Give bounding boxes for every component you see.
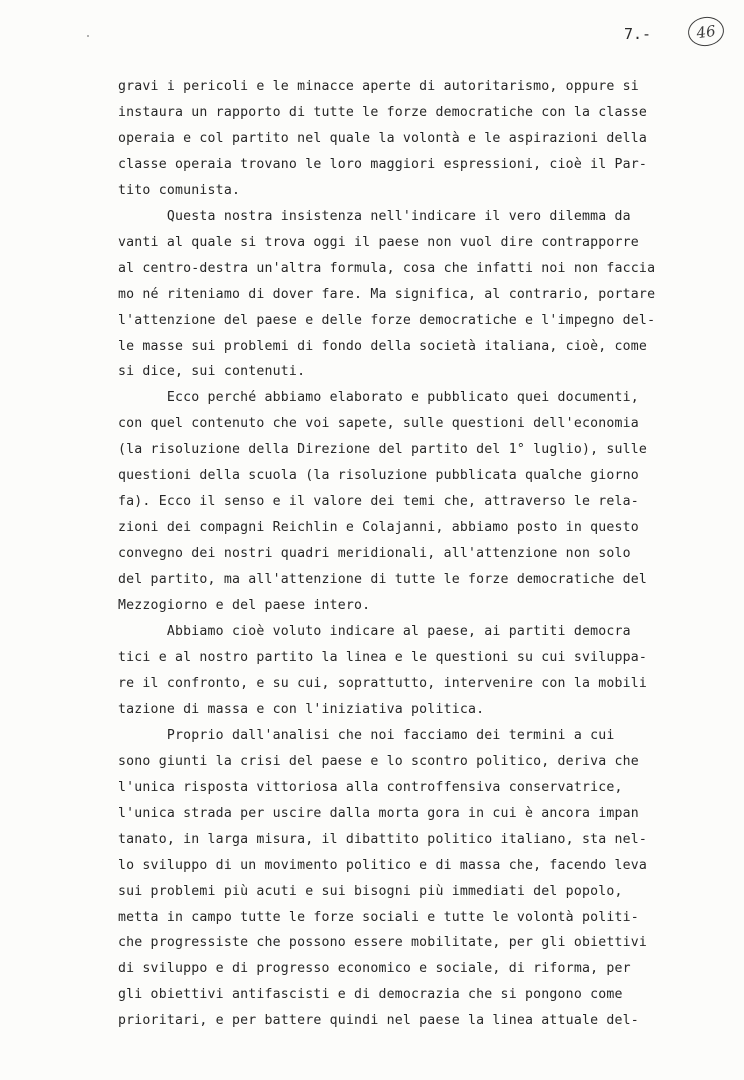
text-line: Ecco perché abbiamo elaborato e pubblicato quei documenti, (118, 390, 639, 406)
text-line: tazione di massa e con l'iniziativa politica. (118, 701, 485, 717)
text-line: fa). Ecco il senso e il valore dei temi che, attraverso le rela- (118, 494, 639, 510)
text-line: le masse sui problemi di fondo della società italiana, cioè, come (118, 338, 648, 354)
text-line: instaura un rapporto di tutte le forze democratiche con la classe (118, 104, 648, 120)
text-line: questioni della scuola (la risoluzione pubblicata qualche giorno (118, 468, 639, 484)
text-line: Mezzogiorno e del paese intero. (118, 598, 371, 614)
text-line: sui problemi più acuti e sui bisogni più immediati del popolo, (118, 883, 623, 899)
text-line: l'unica strada per uscire dalla morta gora in cui è ancora impan (118, 805, 639, 821)
text-line: Questa nostra insistenza nell'indicare il vero dilemma da (118, 208, 631, 224)
text-line: gli obiettivi antifascisti e di democrazia che si pongono come (118, 987, 623, 1003)
text-line: prioritari, e per battere quindi nel paese la linea attuale del- (118, 1013, 639, 1029)
text-line: l'unica risposta vittoriosa alla controffensiva conservatrice, (118, 779, 623, 795)
text-line: Abbiamo cioè voluto indicare al paese, ai partiti democra (118, 624, 631, 640)
text-line: che progressiste che possono essere mobilitate, per gli obiettivi (118, 935, 648, 951)
text-line: mo né riteniamo di dover fare. Ma significa, al contrario, portare (118, 286, 656, 302)
text-line: al centro-destra un'altra formula, cosa che infatti noi non faccia (118, 260, 656, 276)
text-line: si dice, sui contenuti. (118, 364, 306, 380)
text-line: gravi i pericoli e le minacce aperte di autoritarismo, oppure si (118, 79, 639, 94)
text-line: re il confronto, e su cui, soprattutto, intervenire con la mobili (118, 675, 648, 691)
text-line: di sviluppo e di progresso economico e sociale, di riforma, per (118, 961, 631, 977)
page-number: 7.- (624, 25, 652, 43)
typewritten-body (118, 74, 708, 1034)
text-line: sono giunti la crisi del paese e lo scontro politico, deriva che (118, 753, 639, 769)
text-line: Proprio dall'analisi che noi facciamo dei termini a cui (118, 727, 615, 743)
text-line: zioni dei compagni Reichlin e Colajanni, abbiamo posto in questo (118, 520, 639, 536)
text-line: con quel contenuto che voi sapete, sulle questioni dell'economia (118, 416, 639, 432)
page-stamp: 46 (686, 15, 726, 49)
text-line: lo sviluppo di un movimento politico e di massa che, facendo leva (118, 857, 648, 873)
text-line: convegno dei nostri quadri meridionali, all'attenzione non solo (118, 546, 631, 562)
text-line: metta in campo tutte le forze sociali e tutte le volontà politi- (118, 909, 639, 925)
text-line: l'attenzione del paese e delle forze democratiche e l'impegno del- (118, 312, 656, 328)
paper-speck (87, 35, 89, 37)
text-line: (la risoluzione della Direzione del partito del 1° luglio), sulle (118, 442, 648, 458)
text-line: vanti al quale si trova oggi il paese non vuol dire contrapporre (118, 234, 639, 250)
text-line: del partito, ma all'attenzione di tutte le forze democratiche del (118, 572, 648, 588)
text-line: tito comunista. (118, 182, 241, 198)
text-line: tanato, in larga misura, il dibattito politico italiano, sta nel- (118, 831, 648, 847)
text-line: operaia e col partito nel quale la volontà e le aspirazioni della (118, 130, 648, 146)
text-line: tici e al nostro partito la linea e le questioni su cui sviluppa- (118, 649, 648, 665)
text-line: classe operaia trovano le loro maggiori espressioni, cioè il Par- (118, 156, 648, 172)
